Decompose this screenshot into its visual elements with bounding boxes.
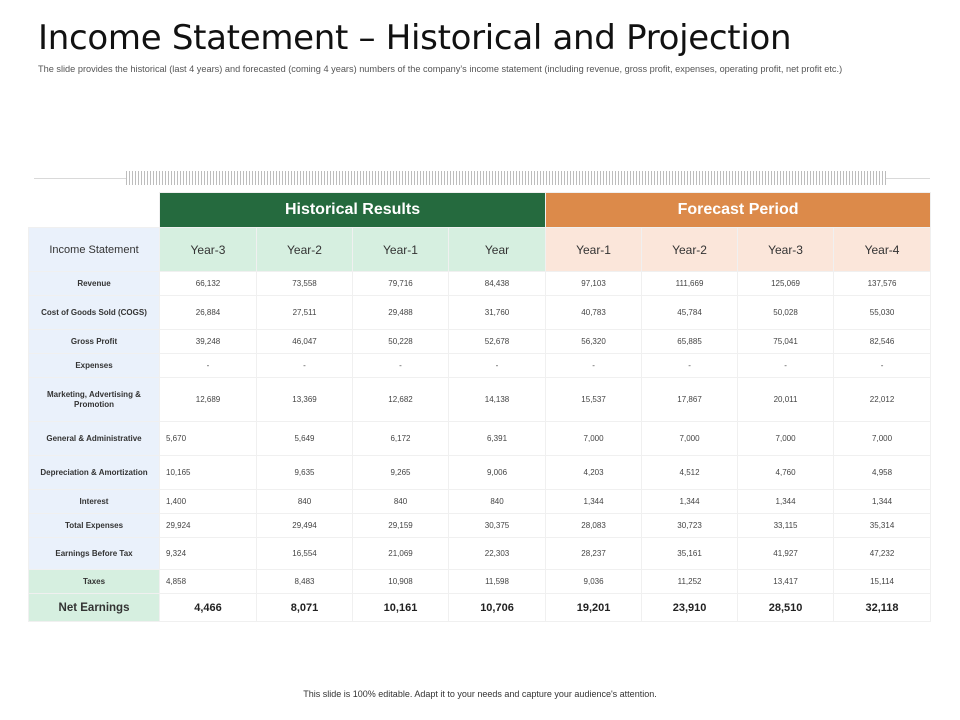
decorative-divider	[34, 171, 930, 185]
table-cell: 840	[257, 490, 353, 514]
table-cell: 137,576	[834, 272, 931, 296]
table-cell: 50,228	[353, 330, 449, 354]
footer-note: This slide is 100% editable. Adapt it to your needs and capture your audience's attention.	[303, 689, 657, 699]
table-cell: 6,172	[353, 422, 449, 456]
table-cell: 7,000	[738, 422, 834, 456]
table-cell: 47,232	[834, 538, 931, 570]
table-cell: 35,314	[834, 514, 931, 538]
table-cell: -	[449, 354, 546, 378]
table-cell: 4,203	[546, 456, 642, 490]
table-cell: 5,670	[160, 422, 257, 456]
historical-results-header: Historical Results	[160, 193, 546, 228]
period-band-row	[29, 193, 931, 228]
table-cell: 17,867	[642, 378, 738, 422]
table-cell: -	[738, 354, 834, 378]
table-cell: 11,252	[642, 570, 738, 594]
table-cell: 29,924	[160, 514, 257, 538]
table-cell: 111,669	[642, 272, 738, 296]
table-row	[29, 354, 931, 378]
year-header-forecast: Year-3	[738, 228, 834, 272]
table-cell: 10,908	[353, 570, 449, 594]
table-cell: 15,537	[546, 378, 642, 422]
table-cell: 75,041	[738, 330, 834, 354]
table-cell: 13,369	[257, 378, 353, 422]
row-label: Expenses	[29, 354, 160, 378]
table-cell: 29,488	[353, 296, 449, 330]
table-row	[29, 272, 931, 296]
table-cell: 10,165	[160, 456, 257, 490]
income-statement-body	[29, 272, 931, 622]
table-cell: 73,558	[257, 272, 353, 296]
row-label: Net Earnings	[29, 594, 160, 622]
table-cell: 1,400	[160, 490, 257, 514]
table-cell: 11,598	[449, 570, 546, 594]
table-cell: 39,248	[160, 330, 257, 354]
table-cell: 21,069	[353, 538, 449, 570]
table-row	[29, 456, 931, 490]
table-cell: 7,000	[834, 422, 931, 456]
table-cell: 33,115	[738, 514, 834, 538]
table-cell: 45,784	[642, 296, 738, 330]
table-row	[29, 490, 931, 514]
table-cell: 8,483	[257, 570, 353, 594]
table-cell: 9,006	[449, 456, 546, 490]
table-row	[29, 594, 931, 622]
table-cell: 840	[449, 490, 546, 514]
table-cell: 29,494	[257, 514, 353, 538]
table-cell: 10,706	[449, 594, 546, 622]
table-cell: 97,103	[546, 272, 642, 296]
table-cell: 31,760	[449, 296, 546, 330]
table-cell: 20,011	[738, 378, 834, 422]
row-label: Marketing, Advertising & Promotion	[29, 378, 160, 422]
table-cell: -	[353, 354, 449, 378]
table-cell: -	[257, 354, 353, 378]
table-row	[29, 570, 931, 594]
table-cell: 28,237	[546, 538, 642, 570]
table-cell: 12,682	[353, 378, 449, 422]
table-cell: 1,344	[834, 490, 931, 514]
table-cell: 79,716	[353, 272, 449, 296]
table-cell: 10,161	[353, 594, 449, 622]
band-corner	[29, 193, 160, 228]
row-label: Revenue	[29, 272, 160, 296]
table-cell: 50,028	[738, 296, 834, 330]
table-cell: 9,265	[353, 456, 449, 490]
table-cell: 9,324	[160, 538, 257, 570]
year-header-forecast: Year-2	[642, 228, 738, 272]
table-cell: 4,512	[642, 456, 738, 490]
forecast-period-header: Forecast Period	[546, 193, 931, 228]
table-cell: 32,118	[834, 594, 931, 622]
table-cell: 6,391	[449, 422, 546, 456]
row-label: Cost of Goods Sold (COGS)	[29, 296, 160, 330]
table-cell: 5,649	[257, 422, 353, 456]
year-header-row	[29, 228, 931, 272]
table-cell: 56,320	[546, 330, 642, 354]
table-cell: 30,723	[642, 514, 738, 538]
table-cell: 1,344	[738, 490, 834, 514]
year-header-forecast: Year-1	[546, 228, 642, 272]
table-cell: 27,511	[257, 296, 353, 330]
table-cell: 19,201	[546, 594, 642, 622]
page-subtitle: The slide provides the historical (last 4 years) and forecasted (coming 4 years) numbers of the company’s income statement (including revenue, gross profit, expenses, operating profit, net profit etc.)	[38, 64, 843, 74]
year-header-historical: Year	[449, 228, 546, 272]
table-cell: 65,885	[642, 330, 738, 354]
table-row	[29, 296, 931, 330]
table-cell: 13,417	[738, 570, 834, 594]
table-cell: 84,438	[449, 272, 546, 296]
year-header-historical: Year-1	[353, 228, 449, 272]
table-cell: 26,884	[160, 296, 257, 330]
table-cell: 9,036	[546, 570, 642, 594]
table-cell: 28,510	[738, 594, 834, 622]
income-statement-table	[28, 192, 931, 622]
row-label: Taxes	[29, 570, 160, 594]
divider-hatch	[126, 171, 886, 185]
year-header-forecast: Year-4	[834, 228, 931, 272]
table-row	[29, 422, 931, 456]
table-cell: 82,546	[834, 330, 931, 354]
table-cell: 15,114	[834, 570, 931, 594]
row-label: General & Administrative	[29, 422, 160, 456]
table-cell: -	[546, 354, 642, 378]
table-cell: 12,689	[160, 378, 257, 422]
table-cell: 40,783	[546, 296, 642, 330]
table-cell: 4,958	[834, 456, 931, 490]
table-cell: 7,000	[642, 422, 738, 456]
table-cell: 1,344	[642, 490, 738, 514]
table-row	[29, 538, 931, 570]
table-cell: 4,858	[160, 570, 257, 594]
table-cell: 30,375	[449, 514, 546, 538]
row-label: Total Expenses	[29, 514, 160, 538]
table-cell: 4,760	[738, 456, 834, 490]
year-header-historical: Year-3	[160, 228, 257, 272]
table-cell: 55,030	[834, 296, 931, 330]
table-cell: 66,132	[160, 272, 257, 296]
page-title: Income Statement – Historical and Projection	[38, 18, 792, 58]
table-cell: 28,083	[546, 514, 642, 538]
table-cell: 840	[353, 490, 449, 514]
table-cell: 8,071	[257, 594, 353, 622]
table-cell: 52,678	[449, 330, 546, 354]
table-cell: -	[160, 354, 257, 378]
table-row	[29, 378, 931, 422]
table-row	[29, 330, 931, 354]
row-label: Earnings Before Tax	[29, 538, 160, 570]
table-cell: 16,554	[257, 538, 353, 570]
table-cell: 46,047	[257, 330, 353, 354]
table-cell: 7,000	[546, 422, 642, 456]
table-cell: 29,159	[353, 514, 449, 538]
table-cell: 9,635	[257, 456, 353, 490]
table-cell: 1,344	[546, 490, 642, 514]
table-cell: -	[642, 354, 738, 378]
table-cell: 22,303	[449, 538, 546, 570]
year-header-historical: Year-2	[257, 228, 353, 272]
row-label: Gross Profit	[29, 330, 160, 354]
table-cell: 14,138	[449, 378, 546, 422]
table-cell: 125,069	[738, 272, 834, 296]
row-label: Interest	[29, 490, 160, 514]
table-cell: 35,161	[642, 538, 738, 570]
table-cell: -	[834, 354, 931, 378]
table-cell: 4,466	[160, 594, 257, 622]
row-header-label: Income Statement	[29, 228, 160, 272]
table-cell: 22,012	[834, 378, 931, 422]
table-cell: 41,927	[738, 538, 834, 570]
table-cell: 23,910	[642, 594, 738, 622]
table-row	[29, 514, 931, 538]
row-label: Depreciation & Amortization	[29, 456, 160, 490]
